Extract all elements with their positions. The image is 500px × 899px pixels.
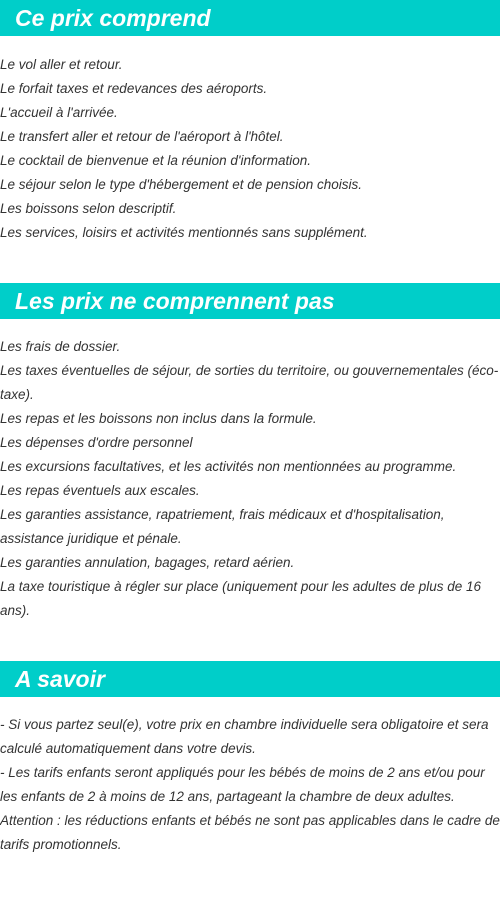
list-item: Les garanties annulation, bagages, retard aérien.	[0, 555, 295, 570]
list-item: Les frais de dossier.	[0, 339, 121, 354]
list-item: L'accueil à l'arrivée.	[0, 105, 118, 120]
price-excludes-list	[0, 335, 500, 623]
list-item: Le forfait taxes et redevances des aéroports.	[0, 81, 268, 96]
list-item: Les services, loisirs et activités mentionnés sans supplément.	[0, 225, 368, 240]
good-to-know-list	[0, 713, 500, 857]
list-item: Les dépenses d'ordre personnel	[0, 435, 193, 450]
list-item: Les taxes éventuelles de séjour, de sorties du territoire, ou gouvernementales (éco-taxe).	[0, 363, 499, 402]
list-item: - Les tarifs enfants seront appliqués pour les bébés de moins de 2 ans et/ou pour les enfants de 2 à moins de 12 ans, partageant la chambre de deux adultes.	[0, 765, 485, 804]
list-item: Le séjour selon le type d'hébergement et de pension choisis.	[0, 177, 363, 192]
list-item: Les repas éventuels aux escales.	[0, 483, 200, 498]
list-item: Le transfert aller et retour de l'aéroport à l'hôtel.	[0, 129, 284, 144]
list-item: Les boissons selon descriptif.	[0, 201, 177, 216]
list-item: Le vol aller et retour.	[0, 57, 123, 72]
price-includes-list	[0, 53, 500, 245]
list-item: Les repas et les boissons non inclus dans la formule.	[0, 411, 317, 426]
list-item: Les garanties assistance, rapatriement, frais médicaux et d'hospitalisation, assistance juridique et pénale.	[0, 507, 445, 546]
list-item: - Si vous partez seul(e), votre prix en chambre individuelle sera obligatoire et sera calculé automatiquement dans votre devis.	[0, 717, 489, 756]
list-item: Le cocktail de bienvenue et la réunion d'information.	[0, 153, 312, 168]
section-title-price-includes: Ce prix comprend	[0, 0, 500, 36]
section-title-good-to-know: A savoir	[0, 661, 500, 697]
section-title-price-excludes: Les prix ne comprennent pas	[0, 283, 500, 319]
list-item: Les excursions facultatives, et les activités non mentionnées au programme.	[0, 459, 457, 474]
list-item: La taxe touristique à régler sur place (uniquement pour les adultes de plus de 16 ans).	[0, 579, 482, 618]
list-item: Attention : les réductions enfants et bébés ne sont pas applicables dans le cadre de tarifs promotionnels.	[0, 813, 500, 852]
